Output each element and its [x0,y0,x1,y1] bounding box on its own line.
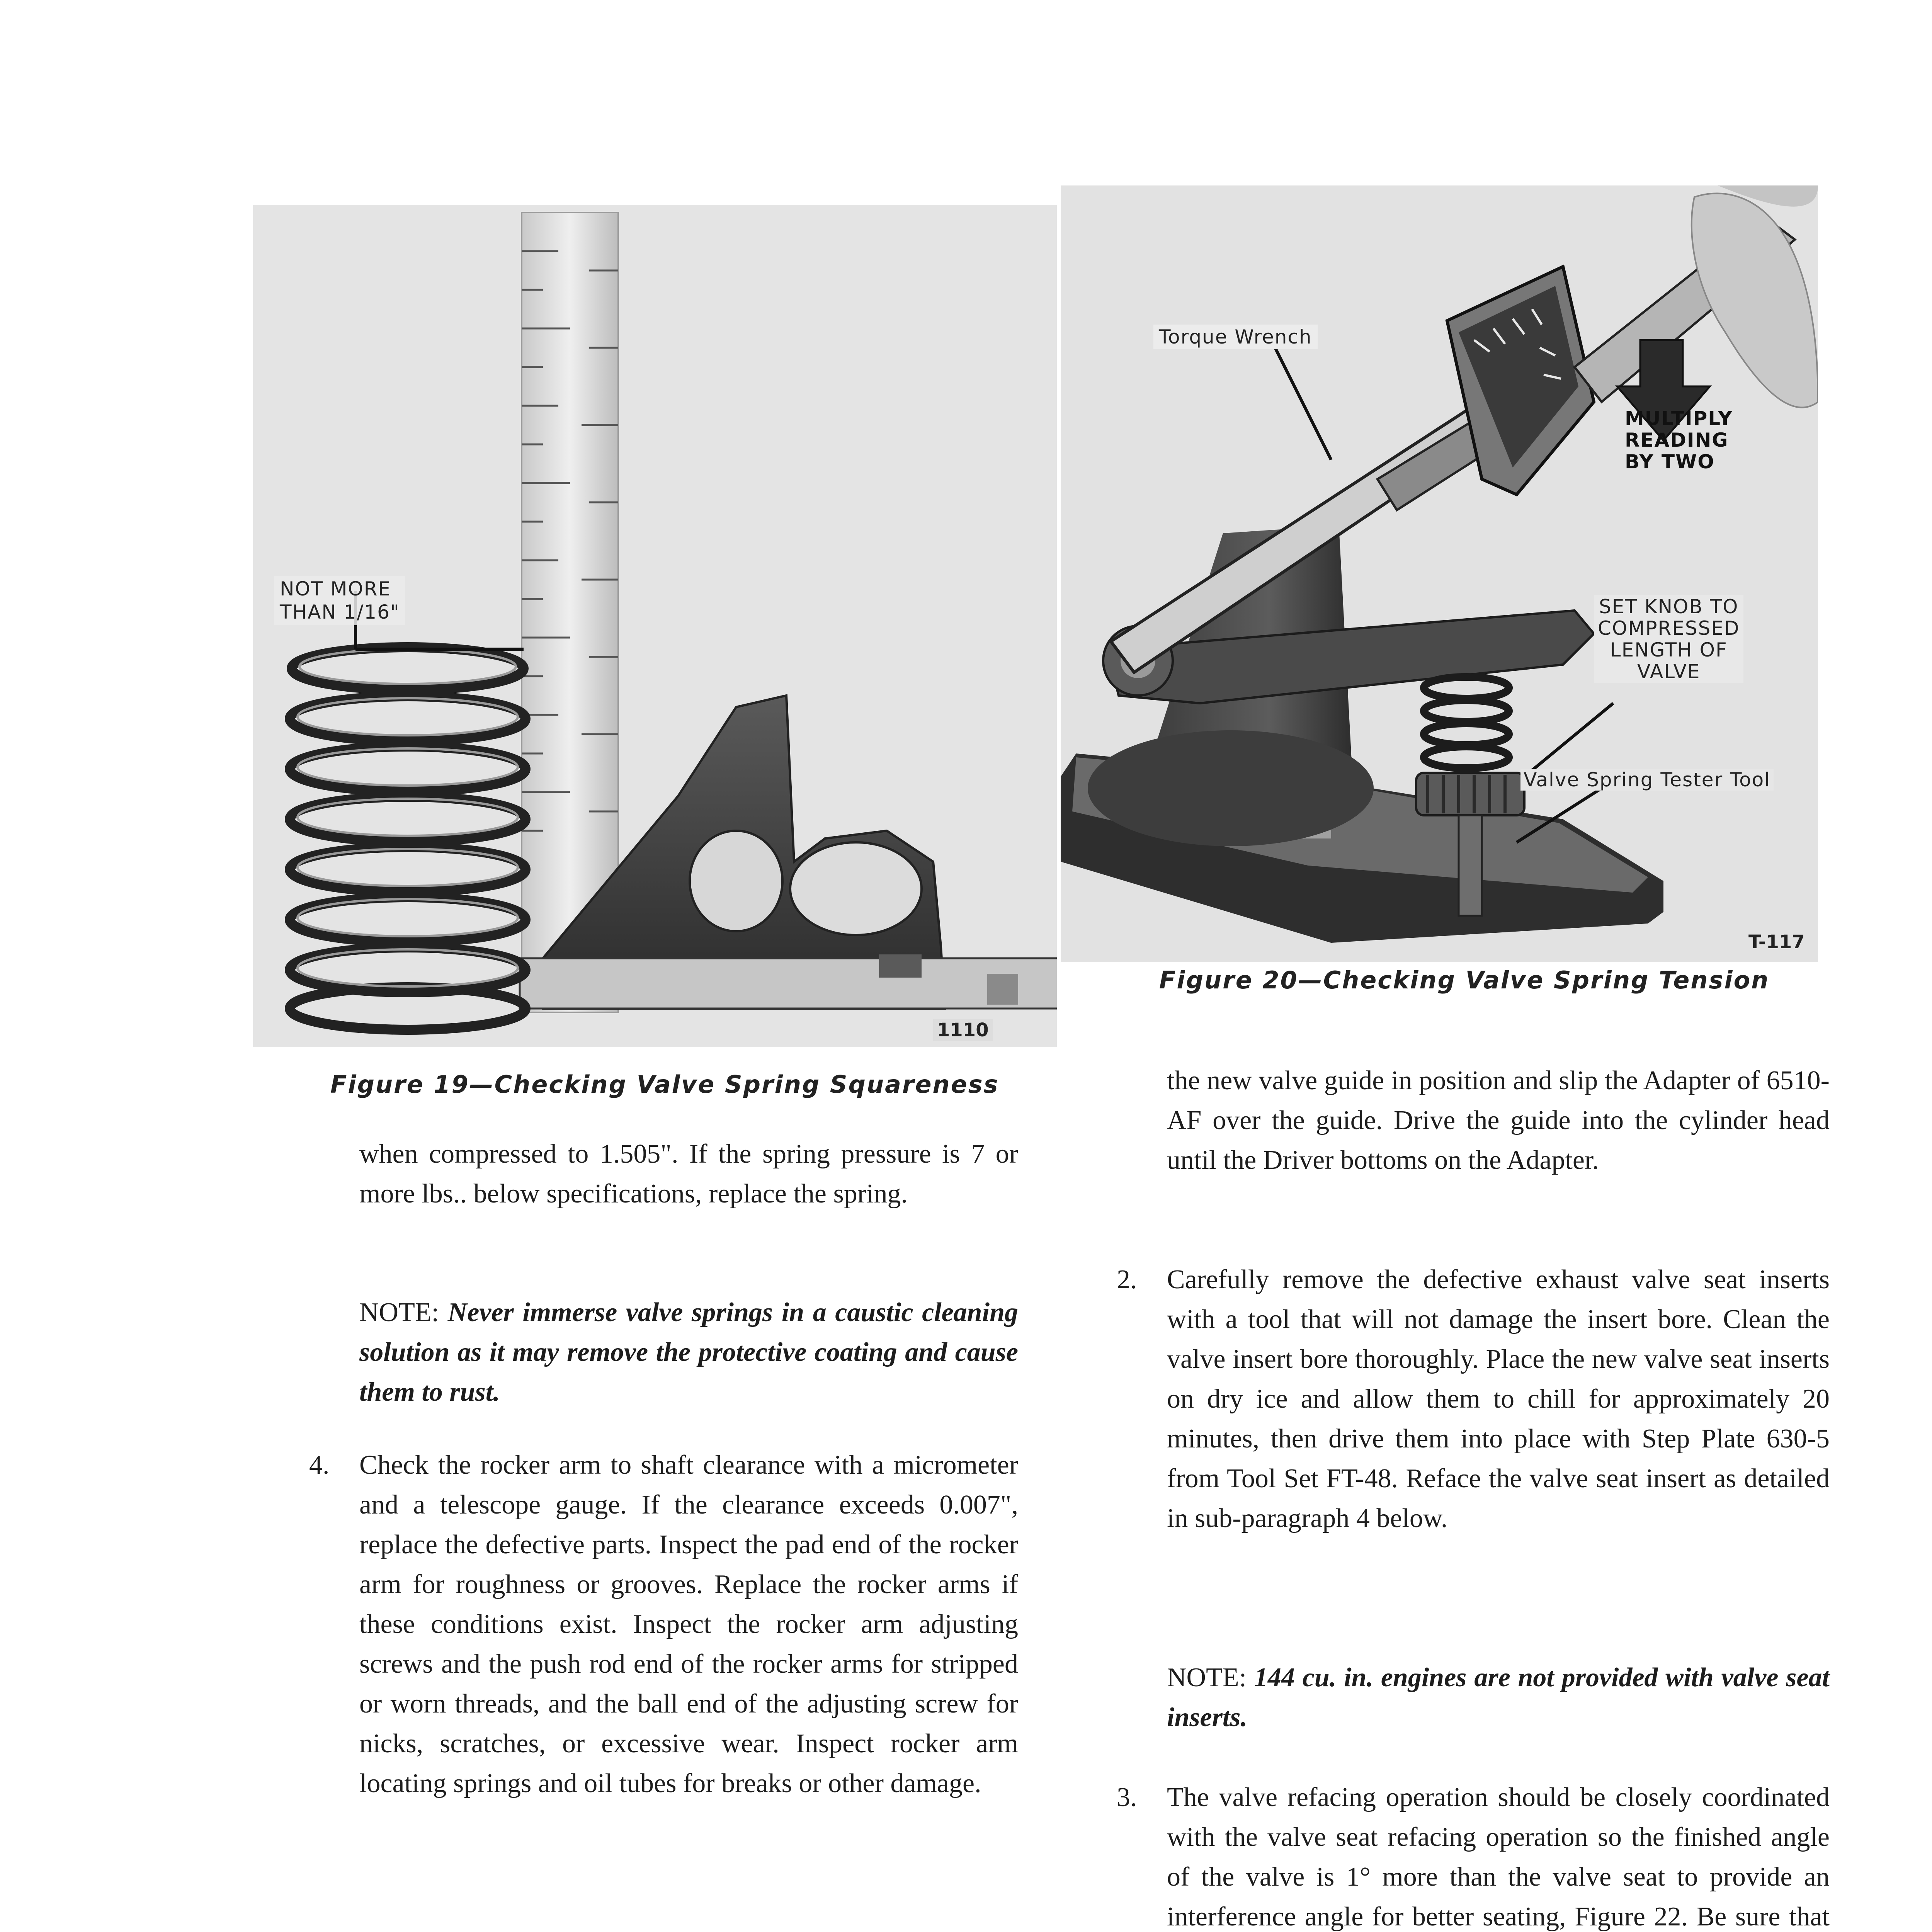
valve-spring-tester-tool-label: Valve Spring Tester Tool [1520,769,1774,791]
set-knob-label: SET KNOB TO COMPRESSED LENGTH OF VALVE [1594,595,1743,683]
note-caustic-cleaning [359,1293,1018,1412]
figure-19-photo [253,205,1057,1047]
multiply-reading-label: MULTIPLY READING BY TWO [1625,407,1733,473]
figure-19-caption: Figure 19—Checking Valve Spring Squareness [330,1070,999,1099]
item-2-number: 2. [1117,1265,1137,1294]
note-label: NOTE: [359,1298,439,1327]
note-text: Never immerse valve springs in a caustic cleaning solution as it may remove the protective coating and cause them to rust. [359,1298,1018,1407]
right-continued-paragraph: the new valve guide in position and slip the Adapter of 6510-AF over the guide. Drive the guide into the cylinder head until the Driver bottoms on the Adapter. [1167,1066,1830,1175]
left-continued-paragraph: when compressed to 1.505". If the spring pressure is 7 or more lbs.. below specifications, replace the spring. [359,1139,1018,1209]
item-3-text: The valve refacing operation should be closely coordinated with the valve seat refacing operation so the finished angle of the valve is 1° more than the valve seat to provide an interference angle for better seating, Figure 22. Be sure that [1167,1782,1830,1932]
figure-20-number: T-117 [1748,931,1805,953]
figure-20-caption: Figure 20—Checking Valve Spring Tension [1159,966,1770,994]
note-text: 144 cu. in. engines are not provided with valve seat inserts. [1167,1663,1830,1732]
item-4-text: Check the rocker arm to shaft clearance with a micrometer and a telescope gauge. If the clearance exceeds 0.007", replace the defective parts. Inspect the pad end of the rocker arm for roughness or grooves. Replace the rocker arms if these conditions exist. Inspect the rocker arm adjusting screws and the push rod end of the rocker arms for stripped or worn threads, and the ball end of the adjusting screw for nicks, scratches, or excessive wear. Inspect rocker arm locating springs and oil tubes for breaks or other damage. [359,1450,1018,1798]
torque-wrench-label: Torque Wrench [1153,325,1318,349]
item-4-number: 4. [309,1450,330,1480]
item-3-number: 3. [1117,1782,1137,1812]
figure-19-number: 1110 [933,1019,993,1041]
not-more-than-label: NOT MORE THAN 1/16" [274,576,405,625]
valve-spring-squareness-illustration [253,205,1057,1047]
figure-20-photo [1061,185,1818,962]
item-2-text: Carefully remove the defective exhaust valve seat inserts with a tool that will not damage the insert bore. Clean the valve insert bore thoroughly. Place the new valve seat inserts on dry ice and allow them to chill for approximately 20 minutes, then drive them into place with Step Plate 630-5 from Tool Set FT-48. Reface the valve seat insert as detailed in sub-paragraph 4 below. [1167,1265,1830,1533]
valve-spring-tester-illustration [1061,185,1818,962]
note-144-engines [1167,1658,1830,1737]
note-label: NOTE: [1167,1663,1247,1692]
